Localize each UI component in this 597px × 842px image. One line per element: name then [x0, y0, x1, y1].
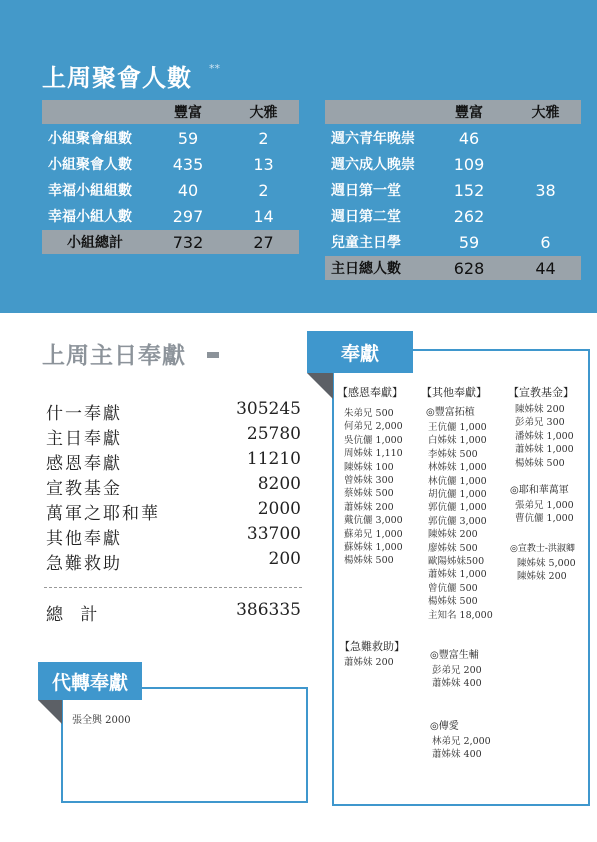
value-cell: 13: [253, 154, 274, 174]
row-label: 週六成人晚崇: [331, 157, 415, 173]
value-cell: 435: [172, 154, 204, 174]
offering-total-row: [46, 600, 301, 625]
mission-sub-list: [515, 499, 574, 526]
tag-shadow: [38, 700, 62, 724]
list-item: 李姊妹 500: [428, 448, 478, 460]
offering-value: 25780: [246, 424, 301, 444]
attendance-title: 上周聚會人數: [42, 64, 192, 92]
offering-row: [46, 549, 301, 574]
list-item: 蕭姊妹 1,000: [428, 569, 487, 581]
value-cell: 152: [453, 180, 485, 200]
table-row: [42, 204, 299, 228]
other-offering-list: [428, 421, 493, 622]
value-cell: 38: [535, 180, 556, 200]
value-cell: [510, 152, 581, 176]
list-item: 歐陽姊妹500: [428, 556, 485, 568]
value-cell: 297: [172, 206, 204, 226]
list-item: 彭弟兄 200: [432, 665, 482, 676]
offering-label: 主日奉獻: [46, 429, 122, 449]
row-label: 兒童主日學: [331, 235, 401, 251]
row-label: 小組聚會組數: [48, 131, 132, 147]
offering-label: 萬軍之耶和華: [46, 504, 160, 524]
offering-title: 上周主日奉獻: [42, 343, 186, 369]
sunday-service-table: [325, 98, 581, 282]
list-item: 何弟兄 2,000: [344, 421, 403, 433]
list-item: 蘇弟兄 1,000: [344, 528, 403, 540]
list-item: 陳姊妹 200: [515, 404, 565, 415]
header-cell: 豐富: [428, 100, 510, 124]
gospel-list: [432, 735, 491, 762]
offering-value: 33700: [246, 524, 301, 544]
list-item: 曾伉儷 500: [428, 582, 478, 594]
list-item: 蕭姊妹 200: [344, 657, 394, 668]
offering-value: 11210: [246, 449, 301, 469]
table-row: [42, 126, 299, 150]
mission-fund-list: [515, 403, 574, 470]
list-item: 陳姊妹 200: [428, 529, 478, 541]
offering-value: 2000: [257, 499, 301, 519]
value-cell: 2: [258, 180, 269, 200]
total-row: [42, 230, 299, 254]
title-mark: [207, 352, 219, 358]
table-header-row: [325, 100, 581, 124]
offering-row: [46, 424, 301, 449]
total-value: 386335: [236, 600, 301, 620]
sub-heading: ◎豐富生輔: [430, 650, 479, 661]
list-item: 蕭姊妹 200: [344, 501, 394, 513]
value-cell: 2: [258, 128, 269, 148]
list-item: 郭伉儷 3,000: [428, 515, 487, 527]
total-row: [325, 256, 581, 280]
list-item: 蕭姊妹 400: [432, 678, 482, 690]
table-row: [325, 204, 581, 228]
value-cell: 46: [458, 128, 480, 148]
value-cell: 59: [458, 232, 480, 252]
thanksgiving-header: 【感恩奉獻】: [337, 386, 403, 399]
table-row: [42, 178, 299, 202]
detail-title: 奉獻: [307, 331, 413, 373]
offering-label: 什一奉獻: [46, 404, 122, 424]
list-item: 周姊妹 1,110: [344, 448, 403, 460]
value-cell: 14: [253, 206, 274, 226]
row-label: 主日總人數: [325, 256, 428, 280]
list-item: 林姊妹 1,000: [428, 462, 487, 474]
row-label: 小組總計: [42, 230, 148, 254]
list-item: 楊姊妹 500: [515, 457, 565, 469]
sub-heading: ◎宣教士-洪淑卿: [510, 544, 575, 554]
table-row: [325, 230, 581, 254]
list-item: 楊姊妹 500: [344, 555, 394, 567]
offering-row: [46, 474, 301, 499]
emergency-list: [344, 656, 394, 669]
value-cell: 40: [177, 180, 199, 200]
table-header-row: [42, 100, 299, 124]
emergency-header: 【急難救助】: [339, 640, 405, 653]
offering-label: 感恩奉獻: [46, 454, 122, 474]
other-offering-header: 【其他奉獻】: [421, 386, 487, 399]
row-label: 週六青年晚崇: [331, 131, 415, 147]
list-item: 胡伉儷 1,000: [428, 489, 487, 501]
list-item: 林弟兄 2,000: [432, 736, 491, 747]
value-cell: 628: [428, 256, 510, 280]
list-item: 蔡姊妹 500: [344, 488, 394, 500]
richlife-list: [432, 664, 482, 691]
list-item: 廖姊妹 500: [428, 542, 478, 554]
divider: [44, 587, 302, 588]
list-item: 白姊妹 1,000: [428, 435, 487, 447]
list-item: 曾姊妹 300: [344, 475, 394, 487]
sub-heading: ◎耶和華萬軍: [510, 485, 569, 496]
list-item: 張弟兄 1,000: [515, 500, 574, 511]
row-label: 小組聚會人數: [48, 157, 132, 173]
transfer-box: [61, 687, 308, 803]
table-row: [42, 152, 299, 176]
tag-shadow: [307, 373, 333, 399]
header-cell: 大雅: [228, 100, 299, 124]
transfer-title: 代轉奉獻: [38, 662, 142, 700]
list-item: 郭伉儷 1,000: [428, 502, 487, 514]
header-cell: [325, 100, 428, 124]
list-item: 蕭姊妹 1,000: [515, 444, 574, 456]
value-cell: 6: [540, 232, 551, 252]
small-group-table: [42, 98, 299, 256]
list-item: 蘇姊妹 1,000: [344, 542, 403, 554]
offering-label: 其他奉獻: [46, 529, 122, 549]
value-cell: [510, 204, 581, 228]
table-row: [325, 152, 581, 176]
title-mark: **: [209, 62, 220, 75]
list-item: 朱弟兄 500: [344, 408, 394, 419]
list-item: 蕭姊妹 400: [432, 749, 482, 761]
offering-row: [46, 524, 301, 549]
value-cell: 27: [228, 230, 299, 254]
thanksgiving-list: [344, 407, 403, 568]
table-row: [325, 126, 581, 150]
list-item: 陳姊妹 5,000: [517, 558, 576, 569]
offering-label: 急難救助: [46, 554, 122, 574]
sub-heading: ◎傳愛: [430, 721, 459, 732]
offering-row: [46, 499, 301, 524]
total-label: 總 計: [46, 605, 104, 625]
list-item: 戴伉儷 3,000: [344, 515, 403, 527]
offering-value: 200: [268, 549, 301, 569]
value-cell: 262: [453, 206, 485, 226]
value-cell: [510, 126, 581, 150]
value-cell: 44: [510, 256, 581, 280]
offering-row: [46, 449, 301, 474]
list-item: 陳姊妹 200: [517, 571, 567, 583]
table-row: [325, 178, 581, 202]
row-label: 週日第二堂: [331, 209, 401, 225]
offering-value: 8200: [257, 474, 301, 494]
transfer-entry: 張全興 2000: [72, 715, 131, 726]
list-item: 林伉儷 1,000: [428, 475, 487, 487]
list-item: 王伉儷 1,000: [428, 422, 487, 433]
header-cell: 大雅: [510, 100, 581, 124]
row-label: 週日第一堂: [331, 183, 401, 199]
header-cell: [42, 100, 148, 124]
mission-fund-header: 【宣教基金】: [508, 386, 574, 399]
row-label: 幸福小組組數: [48, 183, 132, 199]
list-item: 潘姊妹 1,000: [515, 430, 574, 442]
header-cell: 豐富: [148, 100, 228, 124]
list-item: 吳伉儷 1,000: [344, 434, 403, 446]
list-item: 主知名 18,000: [428, 609, 493, 621]
row-label: 幸福小組人數: [48, 209, 132, 225]
offering-row: [46, 399, 301, 424]
list-item: 彭弟兄 300: [515, 417, 565, 429]
list-item: 楊姊妹 500: [428, 596, 478, 608]
sub-heading: ◎豐富拓植: [426, 407, 475, 418]
value-cell: 59: [177, 128, 199, 148]
offering-label: 宣教基金: [46, 479, 122, 499]
mission-sub-list: [517, 557, 576, 584]
offering-value: 305245: [236, 399, 301, 419]
list-item: 陳姊妹 100: [344, 461, 394, 473]
value-cell: 732: [148, 230, 228, 254]
value-cell: 109: [453, 154, 485, 174]
list-item: 曹伉儷 1,000: [515, 513, 574, 525]
